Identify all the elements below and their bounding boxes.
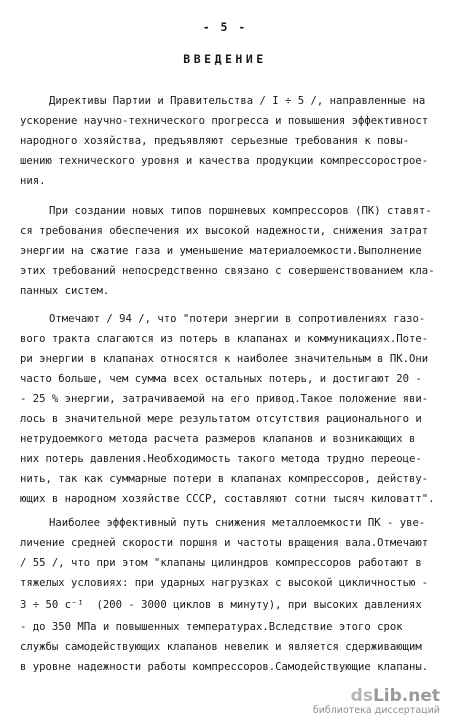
text-line: них потерь давления.Необходимость такого метода трудно переоце- bbox=[20, 453, 422, 465]
text-line: вого тракта слагаются из потерь в клапанах и коммуникациях.Поте- bbox=[20, 333, 429, 345]
text-line: ся требования обеспечения их высокой надежности, снижения затрат bbox=[20, 225, 429, 237]
text-line: службы самодействующих клапанов невелик и является сдерживающим bbox=[20, 641, 422, 653]
text-line: нетрудоемкого метода расчета размеров клапанов и возникающих в bbox=[20, 433, 416, 445]
text-line: При создании новых типов поршневых компрессоров (ПК) ставят- bbox=[49, 205, 432, 217]
text-line: Отмечают / 94 /, что "потери энергии в сопротивлениях газо- bbox=[49, 313, 426, 325]
text-line: лось в значительной мере результатом отсутствия рационального и bbox=[20, 413, 422, 425]
text-line: часто больше, чем сумма всех остальных потерь, и достигают 20 - bbox=[20, 373, 422, 385]
watermark-logo bbox=[313, 687, 440, 705]
text-line: народного хозяйства, предъявляют серьезные требования к повы- bbox=[20, 135, 410, 147]
text-line: тяжелых условиях: при ударных нагрузках с высокой цикличностью - bbox=[20, 577, 429, 589]
text-line: ющих в народном хозяйстве СССР, составляют сотни тысяч киловатт". bbox=[20, 493, 435, 505]
text-line: - до 350 МПа и повышенных температурах.Вследствие этого срок bbox=[20, 621, 403, 633]
page-heading: ВВЕДЕНИЕ bbox=[183, 52, 267, 66]
text-line: ускорение научно-технического прогресса и повышения эффективност bbox=[20, 115, 429, 127]
page-number: - 5 - bbox=[202, 20, 248, 34]
text-line: личение средней скорости поршня и частоты вращения вала.Отмечают bbox=[20, 537, 429, 549]
text-line: этих требований непосредственно связано с совершенствованием кла- bbox=[20, 265, 435, 277]
text-line: - 25 % энергии, затрачиваемой на его привод.Такое положение яви- bbox=[20, 393, 429, 405]
text-line: в уровне надежности работы компрессоров.Самодействующие клапаны. bbox=[20, 661, 429, 673]
watermark-subtitle: библиотека диссертаций bbox=[312, 705, 440, 716]
text-line: ри энергии в клапанах относятся к наиболее значительным в ПК.Они bbox=[20, 353, 429, 365]
watermark-brand-prefix: ds bbox=[350, 686, 373, 706]
text-line: / 55 /, что при этом "клапаны цилиндров компрессоров работают в bbox=[20, 557, 422, 569]
text-line: Директивы Партии и Правительства / I ÷ 5 /, направленные на bbox=[49, 95, 426, 107]
text-line: шению технического уровня и качества продукции компрессоростроe- bbox=[20, 155, 429, 167]
text-line: Наиболее эффективный путь снижения металлоемкости ПК - уве- bbox=[49, 517, 426, 529]
watermark-brand-rest: Lib.net bbox=[372, 686, 440, 706]
text-line: ния. bbox=[20, 175, 46, 187]
text-fragment: хозяйства, предъявляют серьезные требования к повы- bbox=[83, 135, 410, 147]
text-line: панных систем. bbox=[20, 285, 110, 297]
watermark bbox=[313, 687, 440, 716]
text-line: 3 ÷ 50 с⁻ᴵ (200 - 3000 циклов в минуту), при высоких давлениях bbox=[20, 599, 422, 611]
text-line: энергии на сжатие газа и уменьшение материалоемкости.Выполнение bbox=[20, 245, 422, 257]
text-line: нить, так как суммарные потери в клапанах компрессоров, действу- bbox=[20, 473, 429, 485]
